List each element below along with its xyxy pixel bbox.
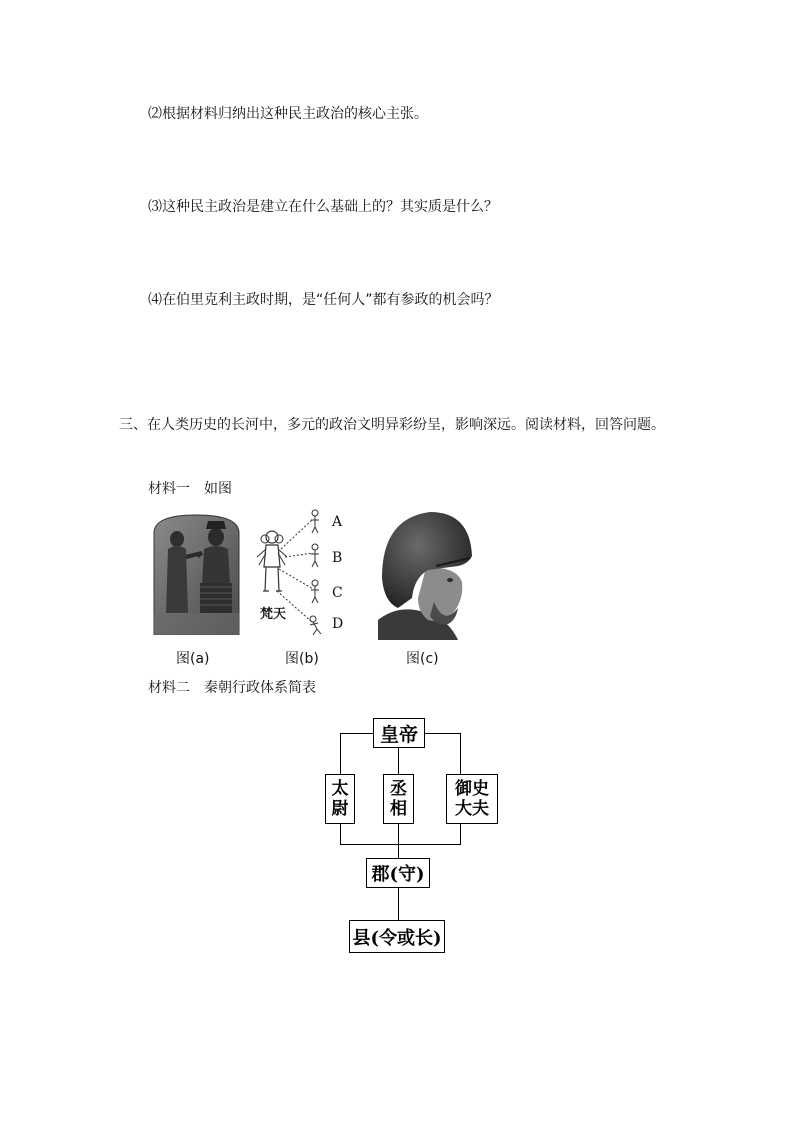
minister-text-line1: 丞 [390,779,407,799]
material-2-label: 材料二 秦朝行政体系简表 [148,680,316,696]
question-2: ⑵根据材料归纳出这种民主政治的核心主张。 [148,106,428,122]
question-4: ⑷在伯里克利主政时期，是“任何人”都有参政的机会吗？ [148,292,499,308]
org-box-minister-chancellor [383,774,414,824]
org-box-minister-censor [446,774,498,824]
connector-line [460,733,461,774]
connector-line [340,733,373,734]
question-3: ⑶这种民主政治是建立在什么基础上的？其实质是什么？ [148,199,498,215]
minister-text-line2: 大夫 [455,799,489,819]
brahma-label: 梵天 [260,607,287,622]
minister-text-line1: 太 [331,779,349,799]
connector-line [340,824,341,844]
figure-c-bust-image [378,508,474,640]
connector-line [398,748,399,774]
connector-line [340,733,341,774]
caption-figure-c: 图(c) [406,651,439,667]
caste-label-d: D [332,616,344,632]
minister-text-line2: 尉 [331,799,349,819]
figure-a-stele-image [150,513,243,635]
caption-figure-b: 图(b) [285,651,319,667]
connector-line [340,844,461,845]
caste-label-a: A [332,514,343,530]
connector-line [425,733,460,734]
caste-label-c: C [332,585,343,601]
minister-text-line1: 御史 [455,779,489,799]
connector-line [398,824,399,858]
material-1-label: 材料一 如图 [148,481,232,497]
org-box-county: 县(令或长) [349,920,445,953]
caste-label-b: B [332,550,343,566]
minister-text-line2: 相 [390,799,407,819]
connector-line [460,824,461,844]
org-box-commandery: 郡(守) [366,858,430,888]
org-box-emperor: 皇帝 [373,718,425,748]
section-3-intro: 三、在人类历史的长河中，多元的政治文明异彩纷呈，影响深远。阅读材料，回答问题。 [119,417,665,433]
connector-line [398,888,399,920]
org-box-minister-taiwei [325,774,355,824]
caption-figure-a: 图(a) [176,651,210,667]
